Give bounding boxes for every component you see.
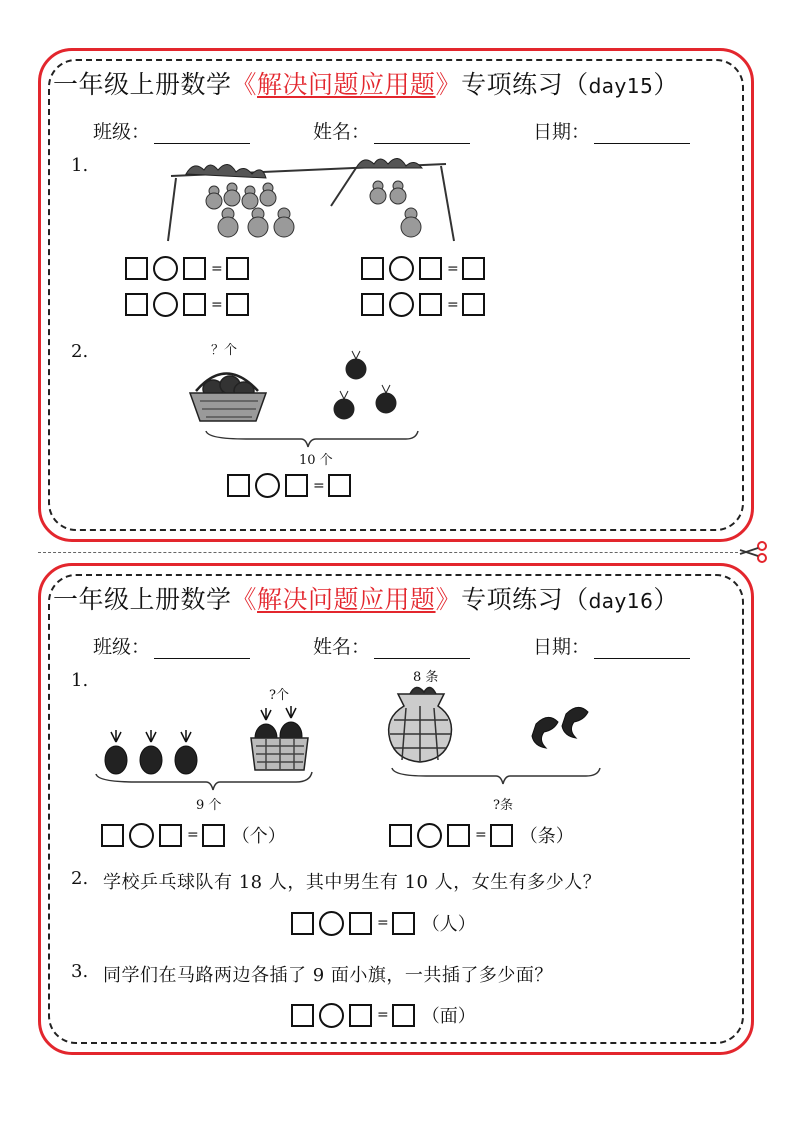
name-field[interactable]: 姓名： [313, 117, 470, 144]
answer-box[interactable] [227, 474, 250, 497]
equals-sign: = [377, 1007, 389, 1023]
equation-row[interactable] [361, 292, 490, 317]
equation-row[interactable] [227, 473, 356, 498]
question-label: ?个 [269, 688, 289, 703]
class-blank[interactable] [154, 123, 250, 144]
worksheet-title: 一年级上册数学《解决问题应用题》专项练习（day16） [53, 585, 679, 614]
total-label: ?条 [493, 798, 513, 813]
result-box[interactable] [392, 1004, 415, 1027]
question-label: ？个 [211, 343, 238, 358]
equals-sign: = [475, 827, 487, 843]
pineapple-illustration [96, 704, 326, 794]
operator-circle[interactable] [129, 823, 154, 848]
equals-sign: = [211, 296, 223, 313]
title-day: day15 [588, 74, 654, 98]
question-number: 2. [71, 341, 89, 362]
title-highlight: 《解决问题应用题》 [231, 585, 462, 614]
equation-row[interactable] [361, 256, 490, 281]
equation-row[interactable] [125, 292, 254, 317]
fish-vase-illustration [386, 684, 611, 784]
equals-sign: = [447, 296, 459, 313]
result-box[interactable] [328, 474, 351, 497]
answer-box[interactable] [419, 293, 442, 316]
unit-label: （人） [421, 914, 476, 935]
answer-box[interactable] [183, 293, 206, 316]
answer-box[interactable] [183, 257, 206, 280]
operator-circle[interactable] [389, 292, 414, 317]
date-field[interactable]: 日期： [533, 117, 690, 144]
result-box[interactable] [490, 824, 513, 847]
equation-row[interactable] [101, 822, 286, 848]
answer-box[interactable] [419, 257, 442, 280]
answer-box[interactable] [349, 912, 372, 935]
answer-box[interactable] [285, 474, 308, 497]
total-label: 9 个 [196, 798, 222, 813]
operator-circle[interactable] [319, 911, 344, 936]
worksheet-day16 [38, 563, 754, 1055]
date-blank[interactable] [594, 123, 690, 144]
class-field[interactable]: 班级： [93, 117, 250, 144]
title-prefix: 一年级上册数学 [53, 585, 232, 614]
equation-row[interactable] [291, 1002, 476, 1028]
answer-box[interactable] [159, 824, 182, 847]
class-blank[interactable] [154, 638, 250, 659]
answer-box[interactable] [291, 1004, 314, 1027]
worksheet-day15 [38, 48, 754, 542]
unit-label: （条） [519, 826, 574, 847]
operator-circle[interactable] [417, 823, 442, 848]
scissors-icon [738, 540, 768, 564]
result-box[interactable] [462, 257, 485, 280]
question-text: 同学们在马路两边各插了 9 面小旗，一共插了多少面？ [103, 965, 553, 986]
result-box[interactable] [462, 293, 485, 316]
title-day: day16 [588, 589, 654, 613]
answer-box[interactable] [361, 257, 384, 280]
answer-box[interactable] [125, 293, 148, 316]
title-suffix: 专项练习（ [461, 70, 589, 99]
date-field[interactable]: 日期： [533, 632, 690, 659]
title-prefix: 一年级上册数学 [53, 70, 232, 99]
answer-box[interactable] [447, 824, 470, 847]
operator-circle[interactable] [389, 256, 414, 281]
answer-box[interactable] [361, 293, 384, 316]
result-box[interactable] [226, 257, 249, 280]
equals-sign: = [313, 477, 325, 494]
operator-circle[interactable] [153, 256, 178, 281]
equation-row[interactable] [389, 822, 574, 848]
class-field[interactable]: 班级： [93, 632, 250, 659]
operator-circle[interactable] [153, 292, 178, 317]
answer-box[interactable] [389, 824, 412, 847]
result-box[interactable] [226, 293, 249, 316]
date-blank[interactable] [594, 638, 690, 659]
question-number: 1. [71, 670, 89, 691]
title-highlight: 《解决问题应用题》 [231, 70, 462, 99]
name-blank[interactable] [374, 638, 470, 659]
total-label: 10 个 [299, 453, 333, 468]
radish-basket-illustration [186, 351, 426, 461]
result-box[interactable] [392, 912, 415, 935]
equation-row[interactable] [125, 256, 254, 281]
equation-row[interactable] [291, 910, 476, 936]
unit-label: （个） [231, 826, 286, 847]
equals-sign: = [187, 827, 199, 843]
equals-sign: = [447, 260, 459, 277]
answer-box[interactable] [125, 257, 148, 280]
question-text: 学校乒乓球队有 18 人，其中男生有 10 人，女生有多少人？ [103, 872, 602, 893]
answer-box[interactable] [349, 1004, 372, 1027]
gourd-trellis-illustration [166, 146, 456, 246]
cut-line [38, 552, 738, 553]
equals-sign: = [377, 915, 389, 931]
equals-sign: = [211, 260, 223, 277]
answer-box[interactable] [291, 912, 314, 935]
operator-circle[interactable] [319, 1003, 344, 1028]
name-blank[interactable] [374, 123, 470, 144]
operator-circle[interactable] [255, 473, 280, 498]
unit-label: （面） [421, 1006, 476, 1027]
worksheet-title: 一年级上册数学《解决问题应用题》专项练习（day15） [53, 70, 679, 99]
title-suffix: 专项练习（ [461, 585, 589, 614]
question-number: 1. [71, 155, 89, 176]
question-number: 3. [71, 961, 89, 982]
top-label: 8 条 [413, 670, 439, 685]
question-number: 2. [71, 868, 89, 889]
result-box[interactable] [202, 824, 225, 847]
name-field[interactable]: 姓名： [313, 632, 470, 659]
answer-box[interactable] [101, 824, 124, 847]
